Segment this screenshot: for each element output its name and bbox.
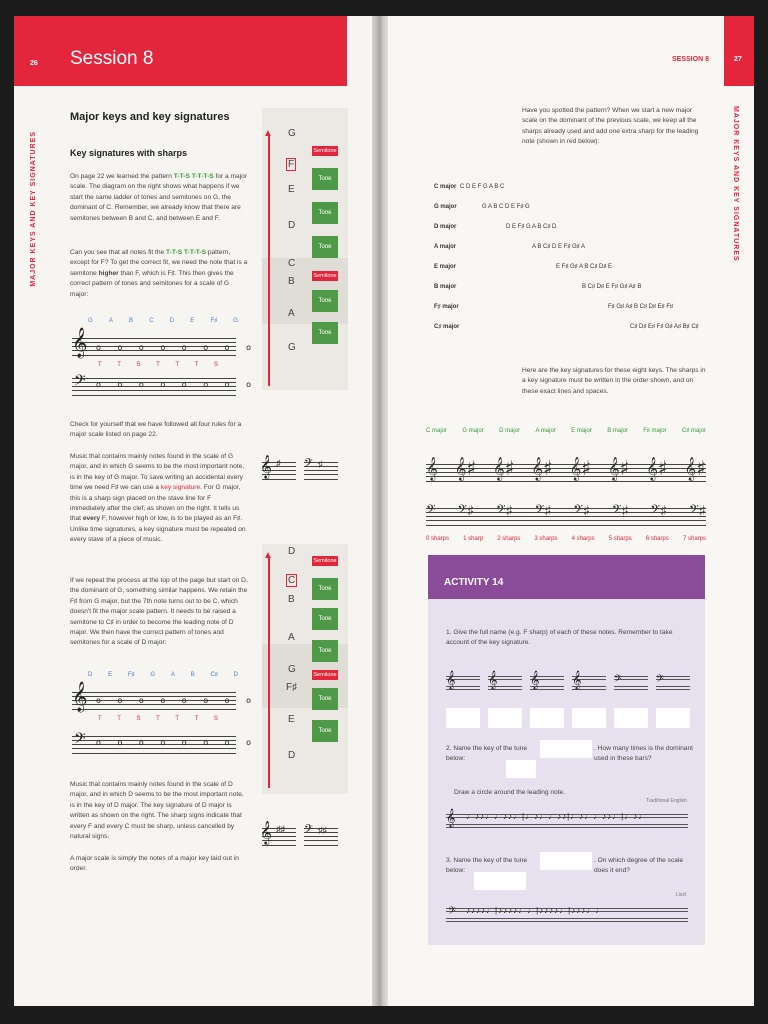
d-scale-notes: o o o o o o o o — [96, 696, 258, 705]
paragraph-1: On page 22 we learned the pattern T-T-S T-T-T-S for a major scale. The diagram on the right shows what happens if we start the same ladder of tones and semitones on G, the dominant of C. Remember, we already know that there are semitones between B and C, and between E and F. — [70, 173, 248, 222]
paragraph-4: Music that contains mainly notes found in the scale of G major, and in which G seems to be the most important note, is in the key of G major. To save writing an accidental every time we need F♯ we can use a key signature. For G major, this is a sharp sign placed on the stave line for F immediately after the clef, as shown on the right. It tells us that every F, however high or low, is to be played as an F♯. Unlike time signatures, a key signature must be repeated on every stave of a piece of music. — [70, 453, 246, 544]
bass-clef-icon: 𝄢 — [74, 372, 86, 393]
sharp-icon: ♯ — [318, 459, 323, 469]
paragraph-3: Check for yourself that we have followed all four rules for a major scale listed on page 22. — [70, 421, 242, 439]
left-page — [14, 16, 384, 1006]
key-answer-box-3[interactable] — [540, 852, 592, 870]
key-answer-box[interactable] — [540, 740, 592, 758]
activity-title: ACTIVITY 14 — [444, 577, 504, 588]
question-3-prompt: 3. Name the key of the tune below: — [446, 857, 528, 875]
page-number: 26 — [30, 60, 38, 67]
answer-box-6[interactable] — [656, 708, 690, 728]
degree-answer-box[interactable] — [474, 872, 526, 890]
bass-clef-icon: 𝄢 — [304, 823, 314, 839]
scale-row: D major D E F♯ G A B C♯ D — [434, 224, 557, 230]
scale-row: F♯ major F♯ G♯ A♯ B C♯ D♯ E♯ F♯ — [434, 304, 674, 310]
paragraph-7: A major scale is simply the notes of a major key laid out in order. — [70, 855, 239, 873]
answer-box-3[interactable] — [530, 708, 564, 728]
dominant-count-box[interactable] — [506, 760, 536, 778]
paragraph-6: Music that contains mainly notes found in the scale of D major, and in which D seems to be the most important note, is in the key of D major. The key signature of D major is written as shown on the right. The sharp signs indicate that every F and every C must be sharp, unless cancelled by natural signs. — [70, 781, 244, 841]
sharp-icon: ♯♯ — [276, 824, 285, 834]
sharp-counts: 0 sharps 1 sharp 2 sharps 3 sharps 4 sharps 5 sharps 6 sharps 7 sharps — [426, 536, 706, 542]
side-tab: MAJOR KEYS AND KEY SIGNATURES — [732, 106, 739, 262]
activity-header — [428, 555, 705, 599]
session-header-band — [14, 16, 347, 86]
treble-clef-icon: 𝄞 — [260, 454, 272, 478]
side-tab: MAJOR KEYS AND KEY SIGNATURES — [30, 131, 37, 287]
question-2-prompt: 2. Name the key of the tune below: — [446, 745, 528, 763]
subheading: Key signatures with sharps — [70, 148, 188, 158]
treble-clef-icon: 𝄞 — [260, 820, 272, 844]
g-scale-steps: T T S T T T S — [98, 362, 218, 368]
answer-box-4[interactable] — [572, 708, 606, 728]
d-scale-steps: T T S T T T S — [98, 716, 218, 722]
paragraph-2: Can you see that all notes fit the T-T-S T-T-T-S pattern, except for F? To get the correct fit, we need the note that is a semitone higher than F, which is F♯. This then gives the correct pattern of tones and semitones for a scale of G major: — [70, 249, 248, 298]
scale-row: B major B C♯ D♯ E F♯ G♯ A♯ B — [434, 284, 642, 290]
scale-row: C major C D E F G A B C — [434, 184, 505, 190]
tune-notes-1: ♩♪♪♩♩♪♪♩|♩♪♩♩♪♪|♩♪♩♩♪♪♩|♩♪♩ — [466, 812, 648, 821]
page-number-band — [724, 16, 754, 86]
intro-paragraph: Have you spotted the pattern? When we start a new major scale on the dominant of the previous scale, we keep all the sharps already used and add one extra sharp for the leading note (shown in red below): — [522, 107, 699, 146]
paragraph-5: If we repeat the process at the top of the page but start on D, the dominant of G, something similar happens. We retain the F♯ from G major, but the 7th note turns out to be C, which doesn't fit the major scale pattern. It needs to be raised a semitone to C♯ in order to become the leading note of D major. We then have the correct pattern of tones and semitones for a scale of D major: — [70, 577, 248, 647]
ladder-diagram-d: ▲ D C B A G F♯ E D Semitone Tone Tone Tone Semitone Tone Tone — [262, 544, 348, 794]
bass-clef-icon: 𝄢 — [304, 457, 314, 473]
answer-box-2[interactable] — [488, 708, 522, 728]
scale-row: A major A B C♯ D E F♯ G♯ A — [434, 244, 586, 250]
treble-clef-icon: 𝄞 — [72, 682, 88, 712]
g-scale-note-names: G A B C D E F♯ G — [88, 318, 238, 324]
scale-list — [434, 182, 704, 342]
question-2-instruction: Draw a circle around the leading note. — [454, 789, 566, 796]
page-number: 27 — [734, 56, 742, 63]
scale-row: G major G A B C D E F♯ G — [434, 204, 530, 210]
bass-clef-icon: 𝄢 — [448, 905, 456, 919]
treble-clefs: 𝄞 𝄞♯ 𝄞♯ 𝄞♯ 𝄞♯ 𝄞♯ 𝄞♯ 𝄞♯ — [426, 456, 706, 480]
d-scale-bass-notes: o o o o o o o o — [96, 738, 258, 747]
g-scale-notes: o o o o o o o o — [96, 343, 258, 352]
treble-clef-icon: 𝄞 — [72, 328, 88, 358]
up-arrow-icon: ▲ — [263, 550, 273, 561]
key-signature-names: C major G major D major A major E major B major F♯ major C♯ major — [426, 428, 706, 434]
key-signature-intro: Here are the key signatures for these eight keys. The sharps in a key signature must be written in the order shown, and on these exact lines and spaces. — [522, 367, 706, 395]
treble-clef-icon: 𝄞 — [446, 808, 456, 827]
session-title: Session 8 — [70, 48, 154, 69]
question-2-followup: . How many times is the dominant used in these bars? — [594, 745, 693, 763]
bass-clefs: 𝄢 𝄢♯ 𝄢♯ 𝄢♯ 𝄢♯ 𝄢♯ 𝄢♯ 𝄢♯ — [426, 502, 706, 520]
question-3-followup: . On which degree of the scale does it end? — [594, 857, 684, 875]
key-signature-table — [426, 428, 706, 554]
tune-credit-1: Traditional English — [646, 798, 687, 804]
answer-box-5[interactable] — [614, 708, 648, 728]
sharp-icon: ♯♯ — [318, 825, 327, 835]
up-arrow-icon: ▲ — [263, 128, 273, 139]
question-1-notes: 𝄞 𝄞 𝄞 𝄞 𝄢 𝄢 — [446, 668, 690, 700]
session-label: SESSION 8 — [672, 56, 709, 63]
bass-clef-icon: 𝄢 — [74, 730, 86, 751]
ladder-diagram-g: ▲ G F E D C B A G Semitone Tone Tone Tone Semitone Tone Tone — [262, 108, 348, 390]
g-scale-bass-notes: o o o o o o o o — [96, 380, 258, 389]
scale-row: C♯ major C♯ D♯ E♯ F♯ G♯ A♯ B♯ C♯ — [434, 324, 699, 330]
section-heading: Major keys and key signatures — [70, 111, 230, 123]
sharp-icon: ♯ — [276, 458, 281, 468]
answer-box-1[interactable] — [446, 708, 480, 728]
scale-row: E major E F♯ G♯ A B C♯ D♯ E — [434, 264, 613, 270]
question-1: 1. Give the full name (e.g. F sharp) of each of these notes. Remember to take account of the key signature. — [446, 629, 673, 647]
tune-credit-2: Liszt — [676, 892, 687, 898]
tune-notes-2: ♪♪♪♪♩|♪♪♪♪♩♩|♪♪♪♪♩|♪♪♪♩♩ — [466, 906, 605, 915]
d-scale-note-names: D E F♯ G A B C♯ D — [88, 672, 238, 678]
